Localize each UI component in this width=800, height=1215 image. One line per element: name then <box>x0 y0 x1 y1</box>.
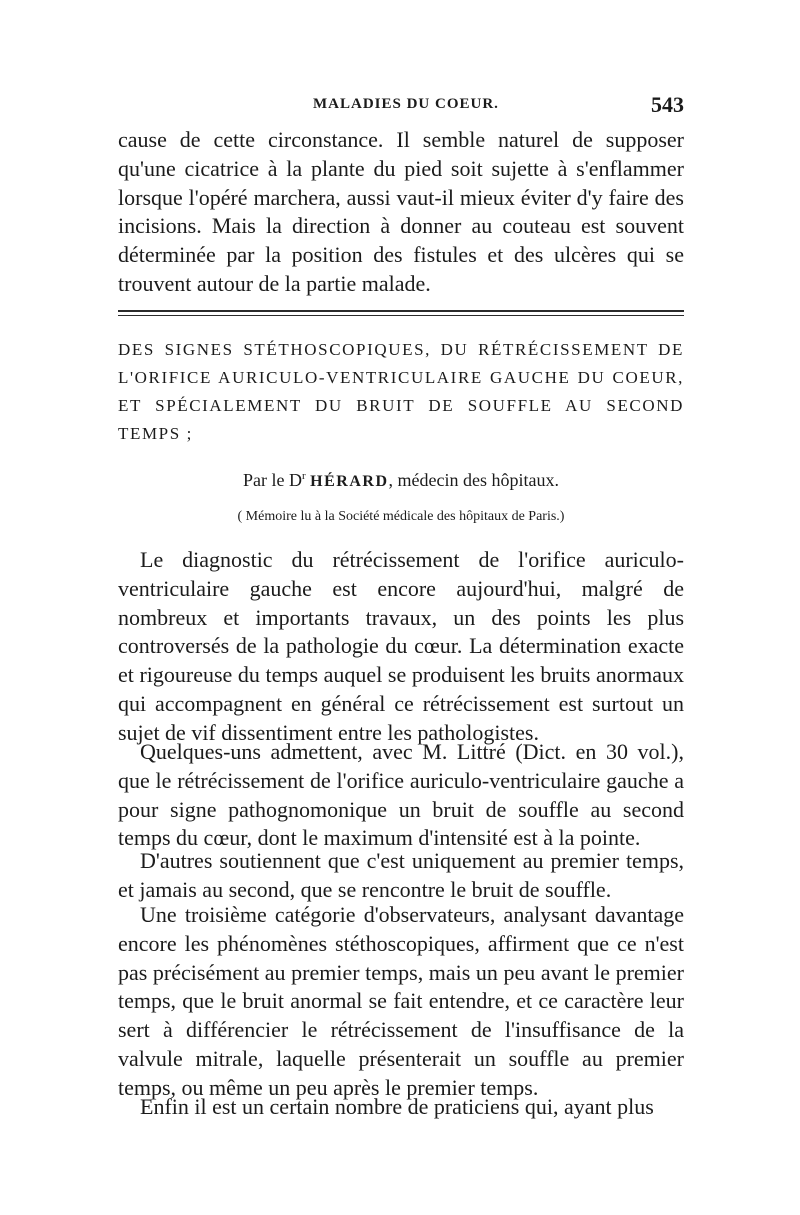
byline-superscript: r <box>302 470 306 482</box>
section-divider <box>118 310 684 318</box>
memoire-note: ( Mémoire lu à la Société médicale des hôpitaux de Paris.) <box>237 509 565 524</box>
body-paragraph-1: Le diagnostic du rétrécissement de l'orifice auriculo-ventriculaire gauche est encore aujourd'hui, malgré de nombreux et importants travaux, un des points les plus controversés de la pathologie du cœur. La détermination exacte et rigoureuse du temps auquel se produisent les bruits anormaux qui accompagnent en général ce rétrécissement est surtout un sujet de vif dissentiment entre les pathologistes. <box>118 547 684 745</box>
body-paragraph-3: D'autres soutiennent que c'est uniquement au premier temps, et jamais au second, que se rencontre le bruit de souffle. <box>118 848 684 902</box>
body-paragraph-5: Enfin il est un certain nombre de praticiens qui, ayant plus <box>140 1094 654 1119</box>
byline <box>118 470 684 491</box>
continued-paragraph: cause de cette circonstance. Il semble naturel de supposer qu'une cicatrice à la plante du pied soit sujette à s'enflammer lorsque l'opéré marchera, aussi vaut-il mieux éviter d'y faire des incisions. Mais la direction à donner au couteau est souvent déterminée par la position des fistules et des ulcères qui se trouvent autour de la partie malade. <box>118 127 684 296</box>
running-head <box>118 92 684 120</box>
page-number: 543 <box>651 92 684 117</box>
running-title: MALADIES DU COEUR. <box>313 96 499 112</box>
byline-suffix: , médecin des hôpitaux. <box>388 470 559 490</box>
author-name: HÉRARD <box>310 473 389 490</box>
article-title: DES SIGNES STÉTHOSCOPIQUES, DU RÉTRÉCISSEMENT DE L'ORIFICE AURICULO-VENTRICULAIRE GAUCHE DU COEUR, ET SPÉCIALEMENT DU BRUIT DE SOUFFLE AU SECOND TEMPS ; <box>118 340 684 443</box>
body-paragraph-2: Quelques-uns admettent, avec M. Littré (Dict. en 30 vol.), que le rétrécissement de l'orifice auriculo-ventriculaire gauche a pour signe pathognomonique un bruit de souffle au second temps du cœur, dont le maximum d'intensité est à la pointe. <box>118 739 684 851</box>
divider-thick-rule <box>118 310 684 312</box>
divider-thin-rule <box>118 315 684 316</box>
byline-prefix: Par le D <box>243 470 302 490</box>
body-paragraph-4: Une troisième catégorie d'observateurs, analysant davantage encore les phénomènes stéthoscopiques, affirment que ce n'est pas précisément au premier temps, mais un peu avant le premier temps, que le bruit anormal se fait entendre, et ce caractère leur sert à différencier le rétrécissement de l'insuffisance de la valvule mitrale, laquelle présenterait un souffle au premier temps, ou même un peu après le premier temps. <box>118 902 684 1100</box>
